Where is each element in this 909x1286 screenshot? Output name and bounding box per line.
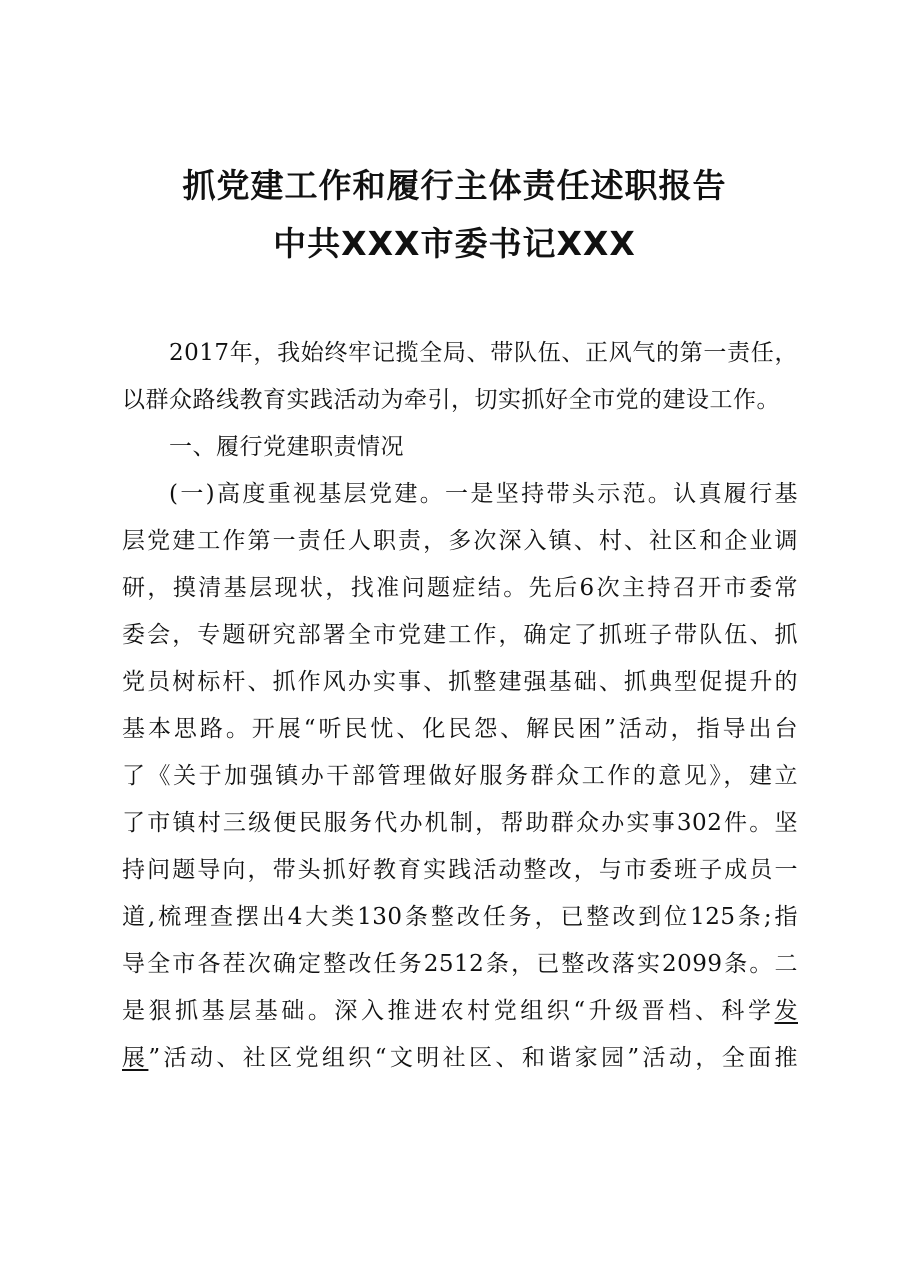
paragraph-line: 持问题导向，带头抓好教育实践活动整改，与市委班子成员一 [122,857,798,883]
underlined-text: 发 [774,998,798,1024]
paragraph-line: 了《关于加强镇办干部管理做好服务群众工作的意见》，建立 [122,763,798,789]
paragraph-line: 层党建工作第一责任人职责，多次深入镇、村、社区和企业调 [122,528,798,554]
paragraph-line: 委会，专题研究部署全市党建工作，确定了抓班子带队伍、抓 [122,622,798,648]
paragraph-line: (一)高度重视基层党建。一是坚持带头示范。认真履行基 [169,481,798,507]
paragraph-line [122,1035,798,1082]
document-title: 抓党建工作和履行主体责任述职报告 [182,166,727,205]
paragraph-line: 研，摸清基层现状，找准问题症结。先后6次主持召开市委常 [122,575,798,601]
paragraph-line: 基本思路。开展“听民忧、化民怨、解民困”活动，指导出台 [122,716,798,742]
line-text: 是狠抓基层基础。深入推进农村党组织“升级晋档、科学 [122,998,775,1024]
paragraph-line: 导全市各茬次确定整改任务2512条，已整改落实2099条。二 [122,951,798,977]
underlined-text: 展 [122,1045,149,1071]
paragraph-line: 了市镇村三级便民服务代办机制，帮助群众办实事302件。坚 [122,810,798,836]
document-subtitle: 中共XXX市委书记XXX [273,224,636,263]
paragraph-line: 2017年，我始终牢记揽全局、带队伍、正风气的第一责任， [169,340,798,366]
paragraph-line [122,988,798,1035]
paragraph-line: 以群众路线教育实践活动为牵引，切实抓好全市党的建设工作。 [122,387,780,413]
section-heading: 一、履行党建职责情况 [169,434,404,460]
paragraph-line: 道,梳理查摆出4大类130条整改任务，已整改到位125条;指 [122,904,798,930]
paragraph-line: 党员树标杆、抓作风办实事、抓整建强基础、抓典型促提升的 [122,669,798,695]
line-text: ”活动、社区党组织“文明社区、和谐家园”活动，全面推 [148,1045,798,1071]
